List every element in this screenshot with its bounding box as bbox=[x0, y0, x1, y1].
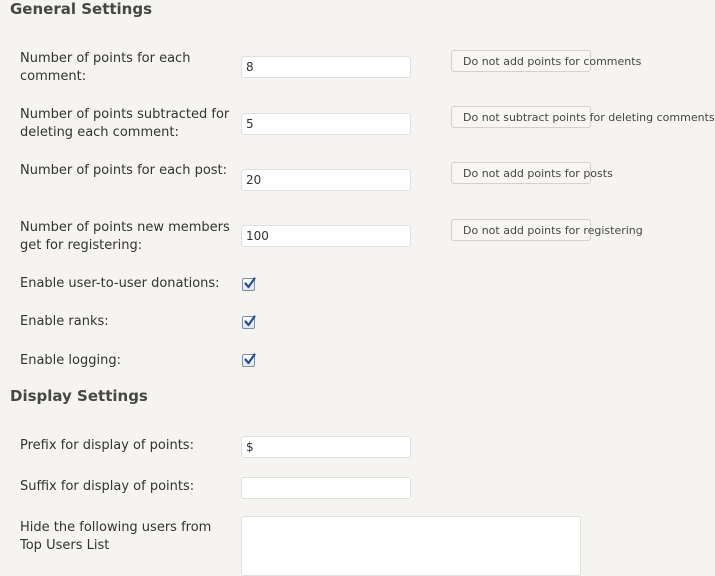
post-points-label: Number of points for each post: bbox=[20, 163, 228, 178]
no-subtract-points-button[interactable]: Do not subtract points for deleting comments bbox=[451, 106, 591, 128]
checkmark-icon bbox=[243, 276, 257, 290]
prefix-label: Prefix for display of points: bbox=[20, 438, 194, 453]
hide-users-label: Hide the following users from Top Users List bbox=[20, 520, 212, 553]
checkmark-icon bbox=[243, 352, 257, 366]
register-points-label: Number of points new members get for registering: bbox=[20, 220, 230, 253]
register-points-input[interactable] bbox=[241, 225, 411, 247]
hide-users-textarea[interactable] bbox=[241, 516, 581, 576]
comment-points-input[interactable] bbox=[241, 56, 411, 78]
enable-logging-checkbox[interactable] bbox=[242, 354, 255, 367]
enable-ranks-label: Enable ranks: bbox=[20, 314, 109, 329]
no-post-points-button[interactable]: Do not add points for posts bbox=[451, 162, 591, 184]
enable-donations-label: Enable user-to-user donations: bbox=[20, 276, 220, 291]
display-settings-heading: Display Settings bbox=[10, 387, 148, 405]
post-points-input[interactable] bbox=[241, 169, 411, 191]
delete-comment-points-input[interactable] bbox=[241, 113, 411, 135]
enable-ranks-checkbox[interactable] bbox=[242, 316, 255, 329]
enable-logging-label: Enable logging: bbox=[20, 353, 121, 368]
checkmark-icon bbox=[243, 314, 257, 328]
comment-points-label: Number of points for each comment: bbox=[20, 51, 191, 84]
no-register-points-button[interactable]: Do not add points for registering bbox=[451, 219, 591, 241]
enable-donations-checkbox[interactable] bbox=[242, 278, 255, 291]
no-comment-points-button[interactable]: Do not add points for comments bbox=[451, 50, 591, 72]
delete-comment-points-label: Number of points subtracted for deleting each comment: bbox=[20, 107, 230, 140]
suffix-label: Suffix for display of points: bbox=[20, 479, 195, 494]
suffix-input[interactable] bbox=[241, 477, 411, 499]
prefix-input[interactable] bbox=[241, 436, 411, 458]
general-settings-heading: General Settings bbox=[10, 0, 153, 18]
